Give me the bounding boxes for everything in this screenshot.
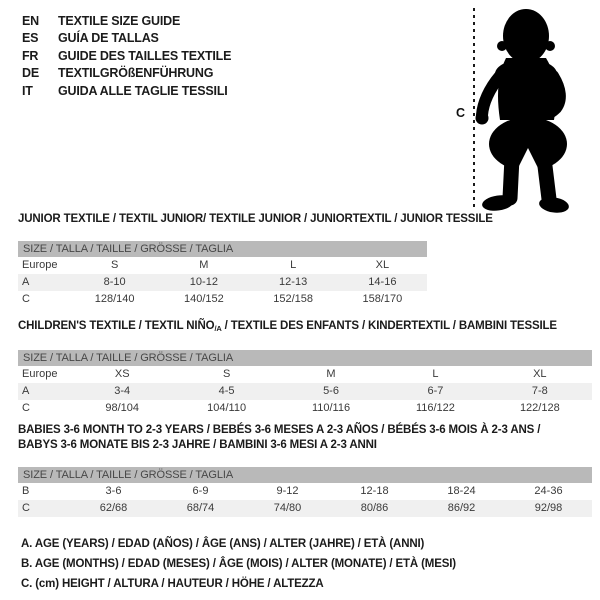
table-cell: 4-5	[218, 385, 235, 397]
language-title-block	[22, 13, 231, 100]
height-measure-label: C	[456, 106, 466, 120]
table-cell: 3-6	[105, 485, 122, 497]
table-row	[18, 366, 592, 383]
table-cell: 110/116	[311, 402, 351, 414]
table-cell: 116/122	[415, 402, 455, 414]
table-row	[18, 500, 592, 517]
language-title: GUIDA ALLE TAGLIE TESSILI	[58, 83, 228, 98]
table-cell: 3-4	[114, 385, 131, 397]
table-cell: S	[222, 368, 231, 380]
language-title: TEXTILE SIZE GUIDE	[58, 14, 181, 28]
table-row	[18, 291, 427, 308]
language-row	[22, 83, 231, 100]
size-header-bar: SIZE / TALLA / TAILLE / GRÖSSE / TAGLIA	[18, 241, 427, 257]
table-title-text: / TEXTILE DES ENFANTS / KINDERTEXTIL / BAMBINI TESSILE	[221, 320, 557, 332]
table-title-text: BABYS 3-6 MONATE BIS 2-3 JAHRE / BAMBINI 3-6 MESI A 2-3 ANNI	[18, 439, 377, 451]
table-cell: 6-7	[427, 385, 444, 397]
row-label-cell: Europe	[22, 259, 58, 271]
table-cell: 14-16	[368, 276, 397, 288]
table-cell: 18-24	[447, 485, 476, 497]
language-row	[22, 48, 231, 65]
table-cell: 68/74	[186, 502, 215, 514]
table-cell: L	[432, 368, 439, 380]
row-label-cell: A	[22, 385, 30, 397]
table-cell: 12-13	[279, 276, 308, 288]
table-cell: 140/152	[183, 293, 224, 305]
table-cell: XS	[114, 368, 130, 380]
table-title	[18, 423, 592, 453]
language-code: EN	[22, 14, 39, 28]
language-row	[22, 13, 231, 30]
footnote-age-months: B. AGE (MONTHS) / EDAD (MESES) / ÂGE (MOIS) / ALTER (MONATE) / ETÀ (MESI)	[21, 557, 456, 570]
row-label-cell: B	[22, 485, 30, 497]
table-cell: 86/92	[447, 502, 476, 514]
table-cell: XL	[375, 259, 390, 271]
babies-textile-table	[18, 423, 592, 517]
language-row	[22, 65, 231, 82]
table-cell: 104/110	[207, 402, 247, 414]
table-row	[18, 400, 592, 417]
table-cell: 122/128	[519, 402, 560, 414]
row-label-cell: C	[22, 502, 30, 514]
table-cell: 152/158	[273, 293, 313, 305]
table-title-text: BABIES 3-6 MONTH TO 2-3 YEARS / BEBÉS 3-6 MESES A 2-3 AÑOS / BÉBÉS 3-6 MOIS À 2-3 ANS /	[18, 424, 541, 436]
table-title	[18, 212, 493, 227]
table-row	[18, 274, 427, 291]
table-row	[18, 483, 592, 500]
table-cell: M	[326, 368, 336, 380]
footnote-age-years: A. AGE (YEARS) / EDAD (AÑOS) / ÂGE (ANS) / ALTER (JAHRE) / ETÀ (ANNI)	[21, 538, 425, 550]
table-cell: 128/140	[94, 293, 135, 305]
row-label-cell: C	[22, 293, 30, 305]
table-cell: 80/86	[360, 502, 389, 514]
language-code: IT	[22, 83, 33, 98]
row-label-cell: A	[22, 276, 30, 288]
junior-textile-table	[18, 212, 493, 308]
table-cell: XL	[533, 368, 547, 380]
language-title: GUIDE DES TAILLES TEXTILE	[58, 48, 232, 63]
language-code: ES	[22, 31, 39, 46]
footnote-height: C. (cm) HEIGHT / ALTURA / HAUTEUR / HÖHE / ALTEZZA	[21, 577, 324, 590]
language-title: GUÍA DE TALLAS	[58, 31, 159, 46]
table-cell: 9-12	[276, 485, 299, 497]
table-row	[18, 257, 427, 274]
table-cell: 12-18	[360, 485, 389, 497]
row-label-cell: C	[22, 402, 30, 414]
baby-silhouette	[476, 9, 570, 215]
row-label-cell: Europe	[22, 368, 58, 380]
table-title-text: CHILDREN'S TEXTILE / TEXTIL NIÑO	[18, 320, 215, 332]
table-cell: 7-8	[531, 385, 548, 397]
table-cell: L	[290, 259, 297, 271]
baby-silhouette-figure	[468, 2, 596, 216]
table-cell: 6-9	[192, 485, 209, 497]
language-row	[22, 30, 231, 47]
table-cell: 8-10	[103, 276, 126, 288]
language-code: FR	[22, 48, 39, 63]
language-code: DE	[22, 66, 39, 81]
children-textile-table	[18, 319, 592, 417]
table-cell: 5-6	[323, 385, 339, 397]
table-title	[18, 319, 592, 336]
table-cell: 92/98	[534, 502, 563, 514]
table-cell: 10-12	[189, 276, 218, 288]
table-cell: 98/104	[105, 402, 140, 414]
language-title: TEXTILGRÖßENFÜHRUNG	[58, 66, 214, 81]
table-title-text: JUNIOR TEXTILE / TEXTIL JUNIOR/ TEXTILE JUNIOR / JUNIORTEXTIL / JUNIOR TESSILE	[18, 213, 493, 225]
table-cell: 62/68	[99, 502, 128, 514]
table-cell: 24-36	[534, 485, 563, 497]
table-cell: 158/170	[362, 293, 403, 305]
table-cell: 74/80	[273, 502, 302, 514]
table-cell: M	[199, 259, 209, 271]
table-row	[18, 383, 592, 400]
table-title-text: /A	[214, 324, 222, 333]
footnotes-block	[21, 535, 456, 594]
table-cell: S	[110, 259, 119, 271]
size-header-bar: SIZE / TALLA / TAILLE / GRÖSSE / TAGLIA	[18, 467, 592, 483]
size-header-bar: SIZE / TALLA / TAILLE / GRÖSSE / TAGLIA	[18, 350, 592, 366]
